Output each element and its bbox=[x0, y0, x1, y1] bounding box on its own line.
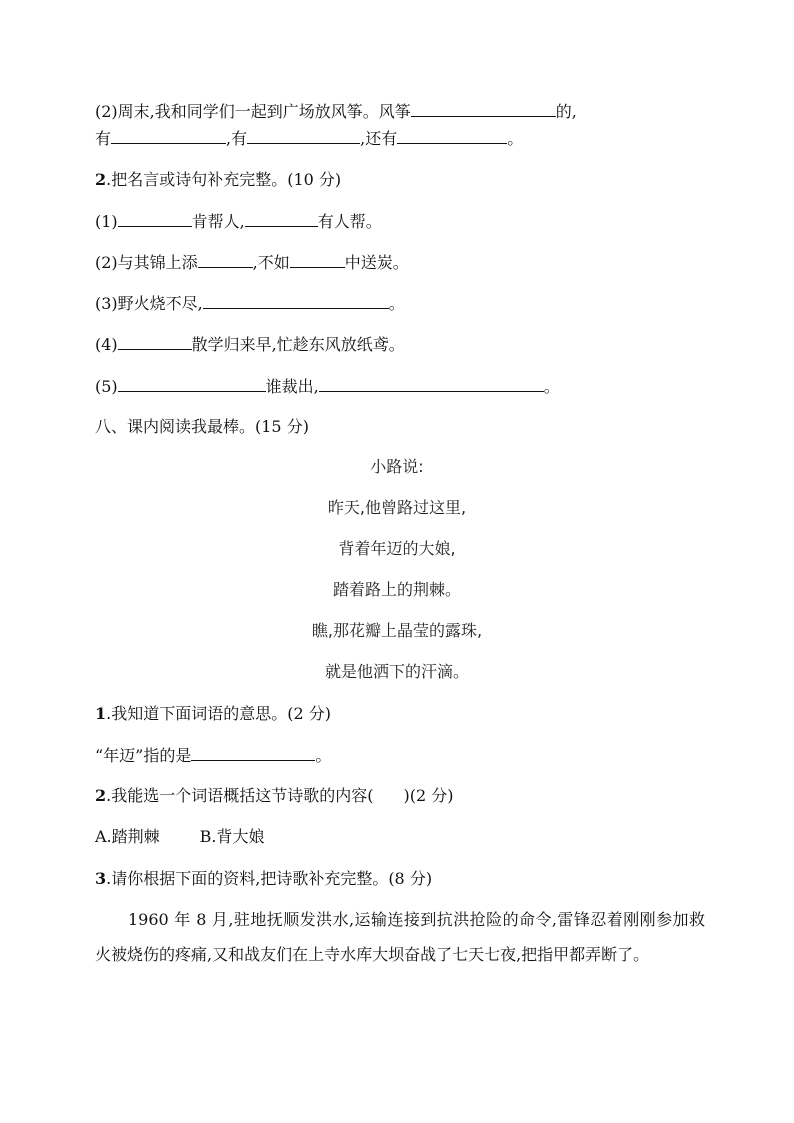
word-meaning-line bbox=[95, 744, 331, 767]
quote-text: 有人帮。 bbox=[317, 212, 382, 231]
answer-blank[interactable] bbox=[203, 292, 389, 309]
quote-text: (4) bbox=[95, 335, 118, 354]
kite-text-haiyou: ,还有 bbox=[360, 129, 398, 148]
poem-line: 背着年迈的大娘, bbox=[338, 539, 456, 558]
answer-blank[interactable] bbox=[290, 251, 345, 268]
answer-blank[interactable] bbox=[245, 210, 318, 227]
quote-text: 谁裁出, bbox=[265, 377, 319, 396]
kite-sentence-line1 bbox=[95, 100, 577, 123]
question-text: .我知道下面词语的意思。(2 分) bbox=[106, 704, 331, 723]
option-a[interactable]: A.踏荆棘 bbox=[95, 827, 160, 846]
kite-sentence-text: (2)周末,我和同学们一起到广场放风筝。风筝 bbox=[95, 102, 411, 121]
quote-text: ,不如 bbox=[252, 253, 290, 272]
question-number: 1 bbox=[95, 704, 107, 723]
answer-blank[interactable] bbox=[111, 127, 226, 144]
poem-line: 踏着路上的荆棘。 bbox=[332, 580, 461, 599]
question-text: .请你根据下面的资料,把诗歌补充完整。(8 分) bbox=[106, 869, 433, 888]
question-number: 3 bbox=[95, 869, 107, 888]
quote-item-5 bbox=[95, 375, 560, 398]
answer-blank[interactable] bbox=[247, 127, 360, 144]
quote-text: (2)与其锦上添 bbox=[95, 253, 198, 272]
answer-blank[interactable] bbox=[411, 100, 556, 117]
answer-blank[interactable] bbox=[319, 375, 544, 392]
poem-line: 就是他洒下的汗滴。 bbox=[324, 662, 469, 681]
question-2-title bbox=[95, 169, 341, 191]
answer-blank[interactable] bbox=[118, 375, 266, 392]
quote-text: 散学归来早,忙趁东风放纸鸢。 bbox=[191, 335, 405, 354]
question-text: .我能选一个词语概括这节诗歌的内容( bbox=[106, 786, 374, 805]
quote-text: 中送炭。 bbox=[344, 253, 409, 272]
word-meaning-text: “年迈”指的是 bbox=[95, 746, 192, 765]
quote-text: (1) bbox=[95, 212, 118, 231]
question-8-3-title bbox=[95, 868, 432, 890]
quote-text: 肯帮人, bbox=[191, 212, 245, 231]
answer-blank[interactable] bbox=[191, 744, 315, 761]
answer-blank[interactable] bbox=[198, 251, 253, 268]
question-8-2-title bbox=[95, 785, 453, 807]
quote-text: (5) bbox=[95, 377, 118, 396]
kite-text-you2: ,有 bbox=[226, 129, 248, 148]
option-b[interactable]: B.背大娘 bbox=[199, 827, 265, 846]
question-score: )(2 分) bbox=[403, 786, 454, 805]
answer-blank[interactable] bbox=[397, 127, 507, 144]
question-number: 2 bbox=[95, 170, 107, 189]
quote-text: (3)野火烧不尽, bbox=[95, 294, 203, 313]
kite-text-you1: 有 bbox=[95, 129, 112, 148]
material-paragraph: 1960 年 8 月,驻地抚顺发洪水,运输连接到抗洪抢险的命令,雷锋忍着刚刚参加救火被烧伤的疼痛,又和战友们在上寺水库大坝奋战了七天七夜,把指甲都弄断了。 bbox=[95, 910, 705, 964]
quote-item-3 bbox=[95, 292, 405, 315]
section-8-title: 八、课内阅读我最棒。(15 分) bbox=[95, 417, 309, 436]
question-number: 2 bbox=[95, 786, 107, 805]
quote-item-2 bbox=[95, 251, 409, 274]
quote-item-1 bbox=[95, 210, 382, 233]
quote-text: 。 bbox=[388, 294, 405, 313]
quote-item-4 bbox=[95, 333, 405, 356]
kite-sentence-text-end: 的, bbox=[555, 102, 577, 121]
poem-line: 昨天,他曾路过这里, bbox=[327, 498, 467, 517]
quote-text: 。 bbox=[543, 377, 560, 396]
question-8-1-title bbox=[95, 703, 331, 725]
poem-line: 瞧,那花瓣上晶莹的露珠, bbox=[311, 621, 483, 640]
answer-blank[interactable] bbox=[118, 210, 192, 227]
options-line bbox=[95, 826, 265, 848]
question-text: .把名言或诗句补充完整。(10 分) bbox=[106, 170, 342, 189]
kite-text-period: 。 bbox=[507, 129, 524, 148]
poem-line: 小路说: bbox=[370, 457, 424, 476]
kite-sentence-line2 bbox=[95, 127, 523, 150]
word-meaning-period: 。 bbox=[315, 746, 332, 765]
answer-blank[interactable] bbox=[118, 333, 192, 350]
